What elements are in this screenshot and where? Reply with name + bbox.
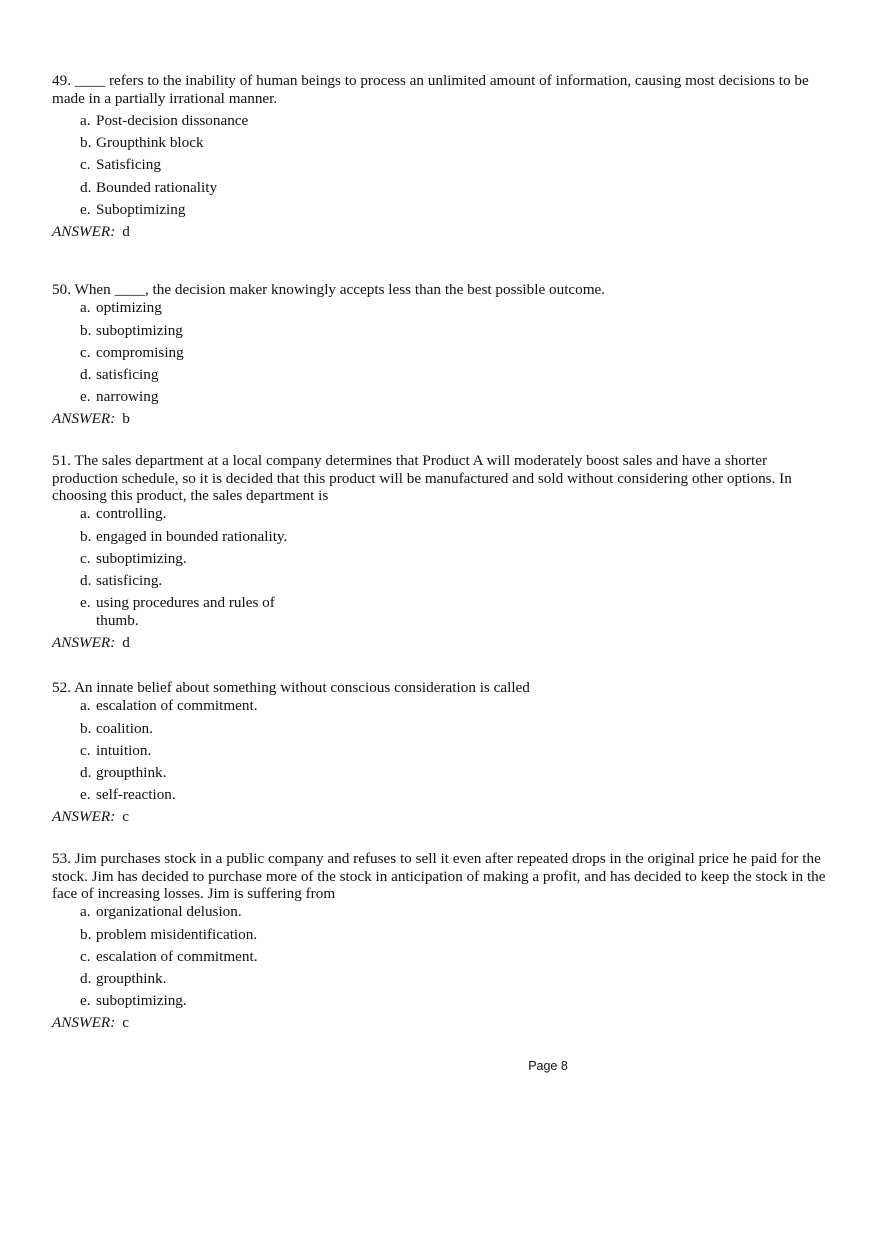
option-text: escalation of commitment. [96, 947, 258, 965]
option-letter: c. [80, 947, 91, 965]
option-b [52, 720, 832, 738]
option-text: suboptimizing [96, 321, 183, 339]
option-letter: b. [80, 925, 92, 943]
option-b [52, 134, 832, 152]
answer-value: d [122, 222, 130, 240]
option-text: satisficing. [96, 572, 163, 590]
question-text: 51. The sales department at a local company determines that Product A will moderately boost sales and have a shorter production schedule, so it is decided that this product will be manufactured and sold without considering other options. In choosing this product, the sales department is [52, 452, 792, 504]
question-text: 53. Jim purchases stock in a public company and refuses to sell it even after repeated drops in the original price he paid for the stock. Jim has decided to purchase more of the stock in anticipation of making a profit, and has decided to keep the stock in the face of increasing losses. Jim is suffering from [52, 850, 826, 902]
answer-label: ANSWER: [52, 222, 116, 240]
option-c [52, 344, 832, 362]
option-b [52, 528, 832, 546]
option-text: controlling. [96, 505, 167, 523]
option-a [52, 299, 832, 317]
answer-value: c [122, 808, 130, 826]
option-letter: a. [80, 697, 91, 715]
option-text: engaged in bounded rationality. [96, 527, 288, 545]
answer-value: d [122, 633, 130, 651]
question-50 [52, 281, 832, 428]
option-text: satisficing [96, 366, 159, 384]
answer-value: b [122, 410, 130, 428]
option-text: organizational delusion. [96, 903, 242, 921]
option-d [52, 970, 832, 988]
answer-line [52, 1014, 832, 1032]
option-list [52, 299, 832, 406]
question-text: 52. An innate belief about something without conscious consideration is called [52, 679, 530, 696]
option-letter: a. [80, 299, 91, 317]
option-text: Suboptimizing [96, 200, 186, 218]
option-text: narrowing [96, 388, 159, 406]
option-list [52, 697, 832, 804]
option-text: compromising [96, 343, 184, 361]
option-list [52, 903, 832, 1010]
option-letter: b. [80, 527, 92, 545]
option-text: escalation of commitment. [96, 697, 258, 715]
page-number: Page 8 [528, 1059, 568, 1073]
option-d [52, 179, 832, 197]
option-b [52, 926, 832, 944]
option-text: Post-decision dissonance [96, 111, 249, 129]
option-text: suboptimizing. [96, 992, 187, 1010]
option-letter: d. [80, 366, 92, 384]
option-text: using procedures and rules of thumb. [96, 594, 275, 629]
option-letter: b. [80, 321, 92, 339]
option-text: Bounded rationality [96, 178, 218, 196]
option-text: intuition. [96, 741, 152, 759]
option-letter: e. [80, 594, 91, 612]
answer-line [52, 634, 832, 652]
option-text: self-reaction. [96, 786, 176, 804]
option-e [52, 594, 832, 629]
option-letter: d. [80, 764, 92, 782]
answer-label: ANSWER: [52, 1014, 116, 1032]
option-c [52, 948, 832, 966]
option-d [52, 572, 832, 590]
option-letter: d. [80, 970, 92, 988]
option-list [52, 112, 832, 219]
option-text: optimizing [96, 299, 162, 317]
option-letter: c. [80, 343, 91, 361]
option-a [52, 903, 832, 921]
option-letter: a. [80, 903, 91, 921]
answer-value: c [122, 1014, 130, 1032]
question-52 [52, 679, 832, 826]
option-letter: d. [80, 178, 92, 196]
option-c [52, 550, 832, 568]
answer-line [52, 223, 832, 241]
option-letter: a. [80, 505, 91, 523]
option-text: groupthink. [96, 764, 167, 782]
answer-line [52, 410, 832, 428]
question-51 [52, 452, 832, 651]
option-d [52, 366, 832, 384]
option-letter: c. [80, 549, 91, 567]
option-d [52, 764, 832, 782]
option-text: problem misidentification. [96, 925, 258, 943]
option-a [52, 505, 832, 523]
option-letter: e. [80, 388, 91, 406]
option-letter: b. [80, 719, 92, 737]
option-text: Groupthink block [96, 134, 204, 152]
option-letter: c. [80, 156, 91, 174]
answer-label: ANSWER: [52, 808, 116, 826]
option-text: groupthink. [96, 970, 167, 988]
option-letter: e. [80, 200, 91, 218]
option-list [52, 505, 832, 629]
option-e [52, 786, 832, 804]
question-53 [52, 850, 832, 1032]
question-text: 49. ____ refers to the inability of human beings to process an unlimited amount of information, causing most decisions to be made in a partially irrational manner. [52, 72, 809, 107]
option-text: suboptimizing. [96, 549, 187, 567]
option-text: coalition. [96, 719, 153, 737]
option-a [52, 112, 832, 130]
option-text: Satisficing [96, 156, 161, 174]
option-e [52, 388, 832, 406]
option-letter: d. [80, 572, 92, 590]
answer-label: ANSWER: [52, 633, 116, 651]
option-letter: e. [80, 786, 91, 804]
option-a [52, 697, 832, 715]
question-text: 50. When ____, the decision maker knowingly accepts less than the best possible outcome. [52, 281, 606, 298]
answer-label: ANSWER: [52, 410, 116, 428]
option-e [52, 201, 832, 219]
option-letter: e. [80, 992, 91, 1010]
option-letter: c. [80, 741, 91, 759]
answer-line [52, 808, 832, 826]
option-letter: b. [80, 134, 92, 152]
option-c [52, 156, 832, 174]
question-49 [52, 72, 832, 240]
option-letter: a. [80, 111, 91, 129]
option-b [52, 322, 832, 340]
option-e [52, 992, 832, 1010]
option-c [52, 742, 832, 760]
